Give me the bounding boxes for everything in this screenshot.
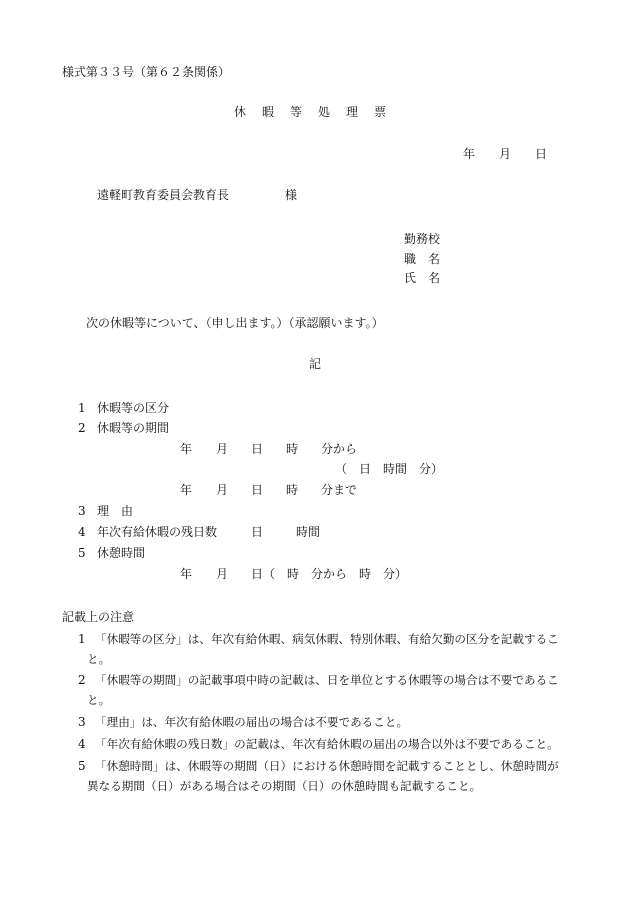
item-4-number: 4 xyxy=(78,525,86,539)
item-5-number: 5 xyxy=(78,546,86,560)
item-1-number: 1 xyxy=(78,401,86,415)
note-5-line2: 異なる期間（日）がある場合はその期間（日）の休憩時間も記載すること。 xyxy=(87,779,482,793)
note-4-line1: 「年次有給休暇の残日数」の記載は、年次有給休暇の届出の場合以外は不要であること。 xyxy=(95,737,559,751)
item-4-label: 年次有給休暇の残日数 xyxy=(97,525,218,539)
break-month: 月 xyxy=(216,567,229,581)
request-text: 次の休暇等について、（申し出ます。）（承認願います。） xyxy=(86,316,384,330)
note-3-line1: 「理由」は、年次有給休暇の届出の場合は不要であること。 xyxy=(95,715,409,729)
item-1-label: 休暇等の区分 xyxy=(97,401,170,415)
applicant-school-label: 勤務校 xyxy=(404,232,441,246)
item-4-day-unit: 日 xyxy=(251,525,264,539)
to-year: 年 xyxy=(180,483,193,497)
break-day-time: 日（ 時 分から 時 分） xyxy=(251,567,408,581)
note-5-number: 5 xyxy=(78,759,86,773)
addressee-name: 遠軽町教育委員会教育長 xyxy=(97,188,230,202)
item-2-number: 2 xyxy=(78,421,86,435)
note-1-line2: と。 xyxy=(87,652,111,666)
note-4-number: 4 xyxy=(78,737,86,751)
to-minute: 分まで xyxy=(321,483,358,497)
form-number: 様式第３３号（第６２条関係） xyxy=(62,65,231,79)
date-year: 年 xyxy=(463,147,476,161)
to-day: 日 xyxy=(251,483,264,497)
item-5-label: 休憩時間 xyxy=(97,546,146,560)
item-2-label: 休暇等の期間 xyxy=(97,421,170,435)
date-month: 月 xyxy=(499,147,512,161)
ki-heading: 記 xyxy=(309,357,322,371)
notes-heading: 記載上の注意 xyxy=(62,610,135,624)
break-year: 年 xyxy=(180,567,193,581)
item-4-hour-unit: 時間 xyxy=(296,525,321,539)
note-2-line2: と。 xyxy=(87,693,111,707)
from-hour: 時 xyxy=(286,442,299,456)
page-title: 休 暇 等 処 理 票 xyxy=(234,105,389,119)
item-3-label: 理 由 xyxy=(97,504,134,518)
date-day: 日 xyxy=(535,147,548,161)
note-1-number: 1 xyxy=(78,632,86,646)
to-month: 月 xyxy=(216,483,229,497)
addressee-honorific: 様 xyxy=(285,188,298,202)
duration-line: （ 日 時間 分） xyxy=(335,462,444,476)
applicant-name-label: 氏 名 xyxy=(404,271,441,285)
note-1-line1: 「休暇等の区分」は、年次有給休暇、病気休暇、特別休暇、有給欠勤の区分を記載するこ xyxy=(95,632,559,646)
from-month: 月 xyxy=(216,442,229,456)
from-year: 年 xyxy=(180,442,193,456)
item-3-number: 3 xyxy=(78,504,86,518)
note-5-line1: 「休憩時間」は、休暇等の期間（日）における休憩時間を記載することとし、休憩時間が xyxy=(95,759,559,773)
note-2-line1: 「休暇等の期間」の記載事項中時の記載は、日を単位とする休暇等の場合は不要であるこ xyxy=(95,673,559,687)
applicant-position-label: 職 名 xyxy=(404,252,441,266)
from-day: 日 xyxy=(251,442,264,456)
note-2-number: 2 xyxy=(78,673,86,687)
from-minute: 分から xyxy=(321,442,358,456)
note-3-number: 3 xyxy=(78,715,86,729)
to-hour: 時 xyxy=(286,483,299,497)
